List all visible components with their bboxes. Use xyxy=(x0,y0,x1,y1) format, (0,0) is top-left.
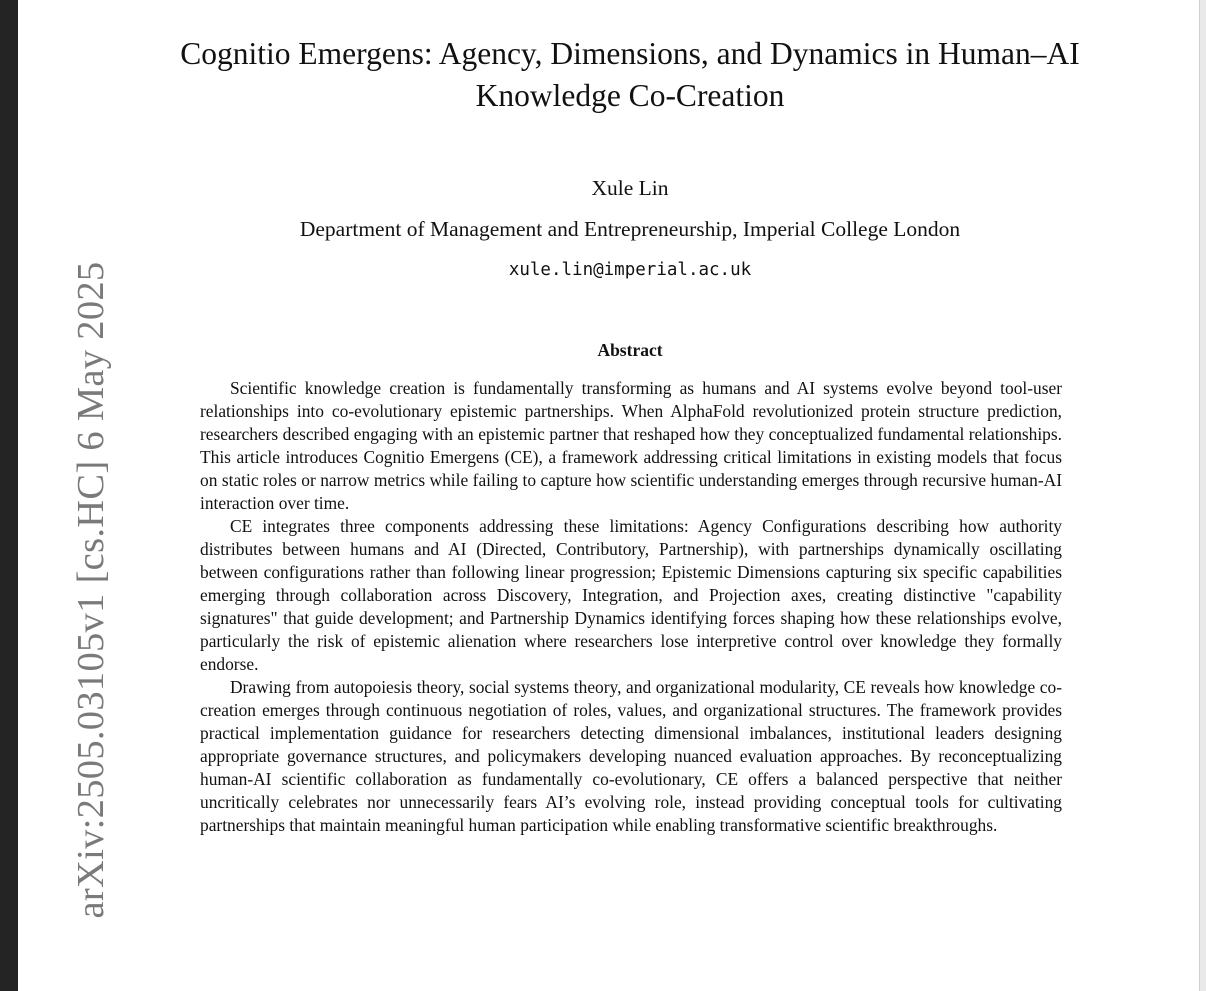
author-email[interactable]: xule.lin@imperial.ac.uk xyxy=(508,260,752,280)
viewer-left-border xyxy=(0,0,18,991)
pdf-page xyxy=(18,0,1200,991)
paper-title: Cognitio Emergens: Agency, Dimensions, and Dynamics in Human–AI Knowledge Co-Creation xyxy=(180,36,1080,113)
arxiv-identifier-stamp: arXiv:2505.03105v1 [cs.HC] 6 May 2025 xyxy=(70,261,112,919)
abstract-paragraph: Scientific knowledge creation is fundamentally transforming as humans and AI systems evolve beyond tool-user relationships into co-evolutionary epistemic partnerships. When AlphaFold revolutionized protein structure prediction, researchers described engaging with an epistemic partner that reshaped how they conceptualized fundamental relationships. This article introduces Cognitio Emergens (CE), a framework addressing critical limitations in existing models that focus on static roles or narrow metrics while failing to capture how scientific understanding emerges through recursive human-AI interaction over time. xyxy=(200,378,1062,513)
abstract-paragraph: Drawing from autopoiesis theory, social systems theory, and organizational modularity, CE reveals how knowledge co-creation emerges through continuous negotiation of roles, values, and organizational structures. The framework provides practical implementation guidance for researchers detecting dimensional imbalances, institutional leaders designing appropriate governance structures, and policymakers developing nuanced evaluation approaches. By reconceptualizing human-AI scientific collaboration as fundamentally co-evolutionary, CE offers a balanced perspective that neither uncritically celebrates nor unnecessarily fears AI’s evolving role, instead providing conceptual tools for cultivating partnerships that maintain meaningful human participation while enabling transformative scientific breakthroughs. xyxy=(200,677,1062,835)
viewer-scrollbar-edge[interactable] xyxy=(1199,0,1206,991)
author-name: Xule Lin xyxy=(591,176,669,200)
abstract-paragraph: CE integrates three components addressing these limitations: Agency Configurations describing how authority distributes between humans and AI (Directed, Contributory, Partnership), with partnerships dynamically oscillating between configurations rather than following linear progression; Epistemic Dimensions capturing six specific capabilities emerging through collaboration across Discovery, Integration, and Projection axes, creating distinctive "capability signatures" that guide development; and Partnership Dynamics identifying forces shaping how these relationships evolve, particularly the risk of epistemic alienation where researchers lose interpretive control over knowledge they formally endorse. xyxy=(200,516,1062,674)
author-affiliation: Department of Management and Entrepreneurship, Imperial College London xyxy=(299,217,961,241)
abstract-body xyxy=(200,377,1062,837)
abstract-heading: Abstract xyxy=(597,340,663,360)
